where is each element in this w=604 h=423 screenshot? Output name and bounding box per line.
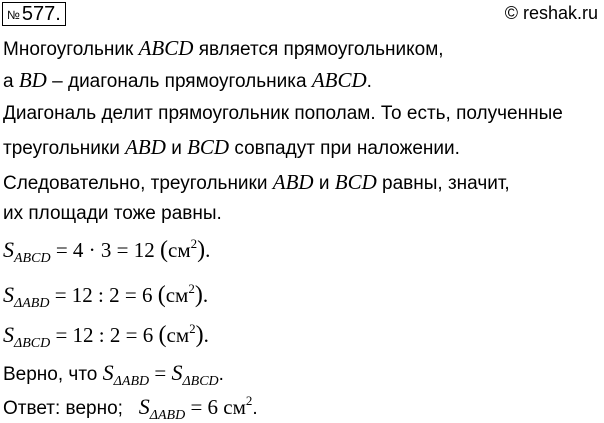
equals-sign: = — [149, 361, 172, 385]
text-fragment: Многоугольник — [3, 39, 139, 60]
answer-prefix: Ответ: верно; — [3, 398, 139, 419]
text-line-6: их площади тоже равны. — [3, 203, 222, 224]
math-abd: ABD — [125, 135, 166, 159]
unit-power: 2 — [245, 393, 253, 408]
math-abcd: ABCD — [138, 36, 194, 60]
text-fragment: . — [252, 398, 258, 419]
formula-area-abcd — [3, 238, 210, 266]
formula-end: . — [202, 283, 209, 307]
area-subscript: ΔABD — [14, 296, 50, 311]
formula-area-abd — [3, 283, 208, 311]
open-paren: ( — [158, 322, 167, 348]
area-symbol: S — [102, 360, 114, 385]
text-line-4 — [3, 135, 460, 161]
math-bcd: BCD — [334, 170, 377, 194]
text-fragment: является прямоугольником, — [193, 39, 444, 60]
text-line-5 — [3, 170, 510, 196]
open-paren: ( — [160, 237, 168, 263]
open-paren: ( — [157, 282, 166, 308]
area-subscript: ΔABD — [149, 408, 186, 423]
text-fragment: . — [366, 71, 372, 92]
math-abd: ABD — [272, 170, 314, 194]
formula-rhs: = 12 : 2 = 6 — [49, 283, 158, 307]
text-fragment: . — [218, 364, 224, 385]
problem-number: 577. — [21, 3, 61, 25]
formula-end: . — [203, 323, 209, 347]
close-paren: ) — [194, 282, 203, 308]
problem-number-box — [2, 2, 66, 26]
formula-area-bcd — [3, 323, 209, 351]
header — [0, 0, 604, 30]
text-fragment: а — [3, 71, 19, 92]
watermark: © reshak.ru — [504, 3, 598, 23]
unit: см — [165, 283, 189, 307]
area-subscript: ABCD — [14, 251, 51, 266]
math-bcd: BCD — [187, 135, 230, 159]
text-fragment: Следовательно, треугольники — [3, 173, 273, 194]
area-subscript: ΔBCD — [14, 336, 51, 351]
text-fragment: – диагональ прямоугольника — [46, 71, 312, 92]
conclusion-line — [3, 361, 224, 389]
unit-power: 2 — [189, 321, 196, 336]
area-subscript: ΔABD — [113, 374, 150, 389]
text-fragment: совпадут при наложении. — [229, 138, 460, 159]
math-abcd: ABCD — [311, 68, 367, 92]
unit: см — [168, 238, 191, 262]
text-line-1 — [3, 36, 444, 62]
answer-line — [3, 395, 258, 423]
number-sign: № — [7, 8, 20, 22]
formula-end: . — [205, 238, 211, 262]
math-bd: BD — [18, 68, 47, 92]
area-symbol: S — [138, 394, 150, 419]
close-paren: ) — [197, 237, 206, 263]
close-paren: ) — [195, 322, 204, 348]
area-subscript: ΔBCD — [182, 374, 219, 389]
text-fragment: и — [165, 138, 188, 159]
area-symbol: S — [171, 360, 183, 385]
formula-rhs: = 4 · 3 = 12 — [50, 238, 160, 262]
text-fragment: Верно, что — [3, 364, 103, 385]
text-line-3: Диагональ делит прямоугольник пополам. То есть, полученные — [3, 103, 563, 124]
text-fragment: и — [313, 173, 335, 194]
answer-value: = 6 см — [185, 395, 246, 419]
area-symbol: S — [3, 237, 14, 262]
text-fragment: равны, значит, — [376, 173, 510, 194]
unit-power: 2 — [190, 236, 198, 251]
unit-power: 2 — [188, 281, 195, 296]
area-symbol: S — [3, 282, 14, 307]
formula-rhs: = 12 : 2 = 6 — [50, 323, 159, 347]
text-fragment: треугольники — [3, 138, 126, 159]
text-line-2 — [3, 68, 372, 94]
area-symbol: S — [3, 322, 14, 347]
unit: см — [166, 323, 190, 347]
